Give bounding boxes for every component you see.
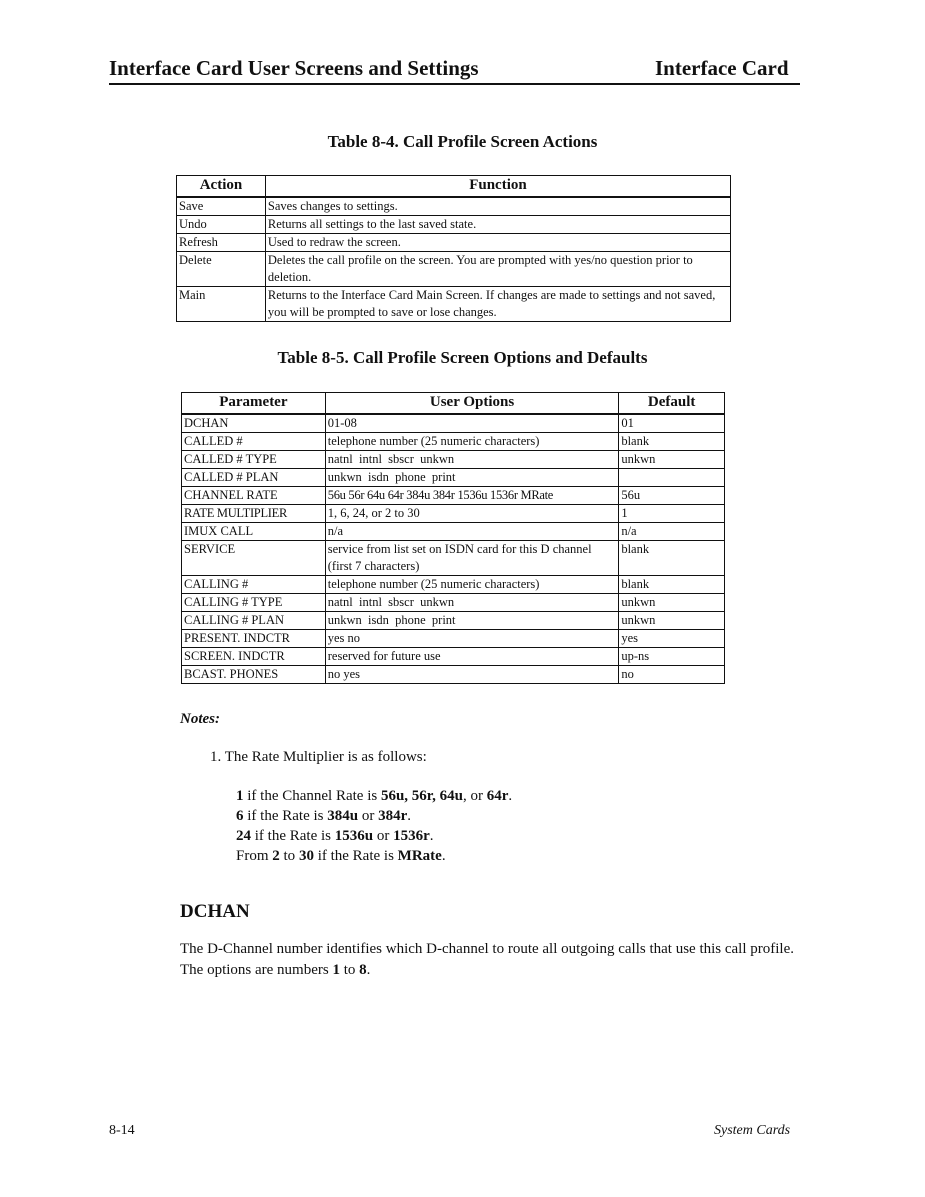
table-row	[182, 630, 725, 648]
options-cell: n/a	[325, 523, 619, 541]
table-row	[182, 414, 725, 433]
options-cell: 56u 56r 64u 64r 384u 384r 1536u 1536r MRate	[325, 487, 619, 505]
table-row	[182, 505, 725, 523]
table-row	[182, 594, 725, 612]
action-cell: Delete	[177, 252, 266, 287]
parameter-cell: BCAST. PHONES	[182, 666, 326, 684]
table-row	[182, 487, 725, 505]
table-row	[182, 666, 725, 684]
options-cell: telephone number (25 numeric characters)	[325, 576, 619, 594]
default-cell: up-ns	[619, 648, 725, 666]
default-cell: unkwn	[619, 612, 725, 630]
function-cell: Used to redraw the screen.	[265, 234, 730, 252]
action-cell: Undo	[177, 216, 266, 234]
table-row	[177, 287, 731, 322]
table-row	[177, 234, 731, 252]
table2-header-default: Default	[619, 393, 725, 415]
parameter-cell: CALLING # TYPE	[182, 594, 326, 612]
page-header-title: Interface Card User Screens and Settings	[109, 56, 479, 80]
function-cell: Deletes the call profile on the screen. You are prompted with yes/no question prior to deletion.	[265, 252, 730, 287]
table1-caption: Table 8-4. Call Profile Screen Actions	[327, 132, 598, 151]
parameter-cell: CALLED # PLAN	[182, 469, 326, 487]
default-cell: 1	[619, 505, 725, 523]
notes-label: Notes:	[180, 711, 220, 727]
page-number: 8-14	[109, 1123, 135, 1138]
table-row	[182, 576, 725, 594]
table2-header-parameter: Parameter	[182, 393, 326, 415]
table2-header-user-options: User Options	[325, 393, 619, 415]
function-cell: Saves changes to settings.	[265, 197, 730, 216]
parameter-cell: CALLING # PLAN	[182, 612, 326, 630]
table2-header-row	[182, 393, 725, 415]
parameter-cell: RATE MULTIPLIER	[182, 505, 326, 523]
multiplier-line-3: 24 if the Rate is 1536u or 1536r.	[236, 828, 434, 844]
call-profile-options-table	[181, 392, 725, 684]
parameter-cell: CALLED #	[182, 433, 326, 451]
action-cell: Main	[177, 287, 266, 322]
default-cell: blank	[619, 433, 725, 451]
table-row	[182, 541, 725, 576]
parameter-cell: CALLING #	[182, 576, 326, 594]
section-title: DCHAN	[180, 901, 250, 922]
multiplier-line-4: From 2 to 30 if the Rate is MRate.	[236, 848, 446, 864]
default-cell: yes	[619, 630, 725, 648]
options-cell: 01-08	[325, 414, 619, 433]
table1-header-action: Action	[177, 176, 266, 198]
note-item-1: 1. The Rate Multiplier is as follows:	[210, 749, 427, 765]
page-header-section: Interface Card	[655, 56, 789, 80]
default-cell: 56u	[619, 487, 725, 505]
default-cell: 01	[619, 414, 725, 433]
options-cell: 1, 6, 24, or 2 to 30	[325, 505, 619, 523]
table-row	[177, 197, 731, 216]
table-row	[182, 433, 725, 451]
options-cell: yes no	[325, 630, 619, 648]
table1-header-function: Function	[265, 176, 730, 198]
options-cell: reserved for future use	[325, 648, 619, 666]
parameter-cell: DCHAN	[182, 414, 326, 433]
multiplier-line-2: 6 if the Rate is 384u or 384r.	[236, 808, 411, 824]
options-cell: natnl intnl sbscr unkwn	[325, 594, 619, 612]
table-row	[182, 612, 725, 630]
table-row	[177, 216, 731, 234]
parameter-cell: SERVICE	[182, 541, 326, 576]
table-row	[182, 523, 725, 541]
table1-header-row	[177, 176, 731, 198]
default-cell: no	[619, 666, 725, 684]
parameter-cell: IMUX CALL	[182, 523, 326, 541]
default-cell: unkwn	[619, 594, 725, 612]
parameter-cell: CALLED # TYPE	[182, 451, 326, 469]
options-cell: telephone number (25 numeric characters)	[325, 433, 619, 451]
action-cell: Refresh	[177, 234, 266, 252]
default-cell: blank	[619, 576, 725, 594]
call-profile-actions-table	[176, 175, 731, 322]
footer-chapter: System Cards	[714, 1123, 791, 1138]
section-paragraph: The D-Channel number identifies which D-channel to route all outgoing calls that use this call profile. The options are numbers 1 to 8.	[180, 941, 794, 978]
function-cell: Returns to the Interface Card Main Screen. If changes are made to settings and not saved, you will be prompted to save or lose changes.	[265, 287, 730, 322]
table2-caption: Table 8-5. Call Profile Screen Options and Defaults	[277, 348, 648, 367]
action-cell: Save	[177, 197, 266, 216]
parameter-cell: CHANNEL RATE	[182, 487, 326, 505]
function-cell: Returns all settings to the last saved state.	[265, 216, 730, 234]
default-cell: blank	[619, 541, 725, 576]
parameter-cell: SCREEN. INDCTR	[182, 648, 326, 666]
table-row	[182, 451, 725, 469]
default-cell: n/a	[619, 523, 725, 541]
default-cell	[619, 469, 725, 487]
options-cell: service from list set on ISDN card for this D channel (first 7 characters)	[325, 541, 619, 576]
parameter-cell: PRESENT. INDCTR	[182, 630, 326, 648]
options-cell: unkwn isdn phone print	[325, 469, 619, 487]
options-cell: no yes	[325, 666, 619, 684]
table-row	[177, 252, 731, 287]
header-rule	[109, 83, 800, 85]
table-row	[182, 469, 725, 487]
multiplier-line-1: 1 if the Channel Rate is 56u, 56r, 64u, or 64r.	[236, 788, 513, 804]
options-cell: natnl intnl sbscr unkwn	[325, 451, 619, 469]
table-row	[182, 648, 725, 666]
default-cell: unkwn	[619, 451, 725, 469]
options-cell: unkwn isdn phone print	[325, 612, 619, 630]
